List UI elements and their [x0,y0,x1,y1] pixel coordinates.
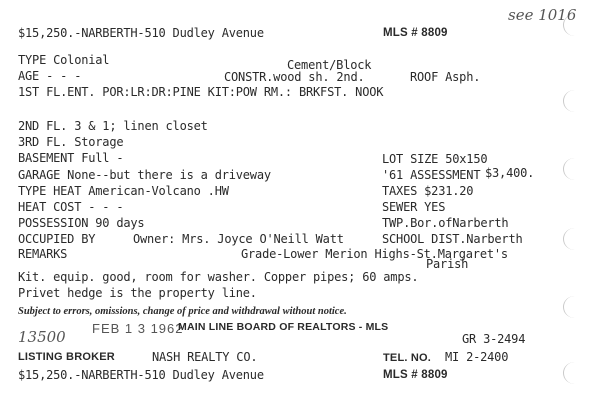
header-price-address: $15,250.-NARBERTH-510 Dudley Avenue [18,26,264,40]
assessment-value: $3,400. [485,166,535,180]
construction: CONSTR.wood sh. 2nd. [224,70,365,84]
property-age: AGE - - - [18,69,82,83]
property-type: TYPE Colonial [18,53,110,67]
assessment-label: '61 ASSESSMENT [382,168,481,182]
punch-hole [563,158,586,180]
township: TWP.Bor.ofNarberth [382,216,509,230]
third-floor: 3RD FL. Storage [18,135,124,149]
construction-material: Cement/Block [287,58,372,72]
phone-2: MI 2-2400 [445,350,509,364]
tel-label: TEL. NO. [383,352,432,364]
occupied-by-label: OCCUPIED BY [18,232,96,246]
remarks-line-2: Privet hedge is the property line. [18,286,257,300]
garage: GARAGE None--but there is a driveway [18,168,271,182]
schools-continued: Parish [426,257,469,271]
heat-cost: HEAT COST - - - [18,200,124,214]
handwritten-see-note: see 1016 [508,6,577,24]
remarks-line-1: Kit. equip. good, room for washer. Copper pipes; 60 amps. [18,270,419,284]
footer-price-address: $15,250.-NARBERTH-510 Dudley Avenue [18,368,264,382]
taxes: TAXES $231.20 [382,184,474,198]
remarks-label: REMARKS [18,247,68,261]
footer-mls-number: MLS # 8809 [383,369,448,381]
heat-type: TYPE HEAT American-Volcano .HW [18,184,229,198]
possession: POSSESSION 90 days [18,216,145,230]
listing-broker: NASH REALTY CO. [152,350,258,364]
listing-broker-label: LISTING BROKER [18,351,115,363]
owner: Owner: Mrs. Joyce O'Neill Watt [133,232,344,246]
first-floor: 1ST FL.ENT. POR:LR:DR:PINE KIT:POW RM.: BRKFST. NOOK [18,85,384,99]
punch-hole [563,90,586,112]
punch-hole [563,228,586,250]
punch-hole [563,362,586,384]
header-mls-number: MLS # 8809 [383,27,448,39]
phone-1: GR 3-2494 [462,332,526,346]
punch-hole [563,296,586,318]
basement: BASEMENT Full - [18,151,124,165]
second-floor: 2ND FL. 3 & 1; linen closet [18,119,208,133]
roof: ROOF Asph. [410,70,481,84]
schools: Grade-Lower Merion Highs-St.Margaret's [241,247,508,261]
sewer: SEWER YES [382,200,446,214]
lot-size: LOT SIZE 50x150 [382,152,488,166]
disclaimer: Subject to errors, omissions, change of price and withdrawal without notice. [18,306,347,317]
board-name: MAIN LINE BOARD OF REALTORS - MLS [178,321,389,333]
school-district: SCHOOL DIST.Narberth [382,232,523,246]
date-received-stamp: FEB 1 3 1962 [92,321,184,336]
handwritten-price: 13500 [18,328,66,346]
